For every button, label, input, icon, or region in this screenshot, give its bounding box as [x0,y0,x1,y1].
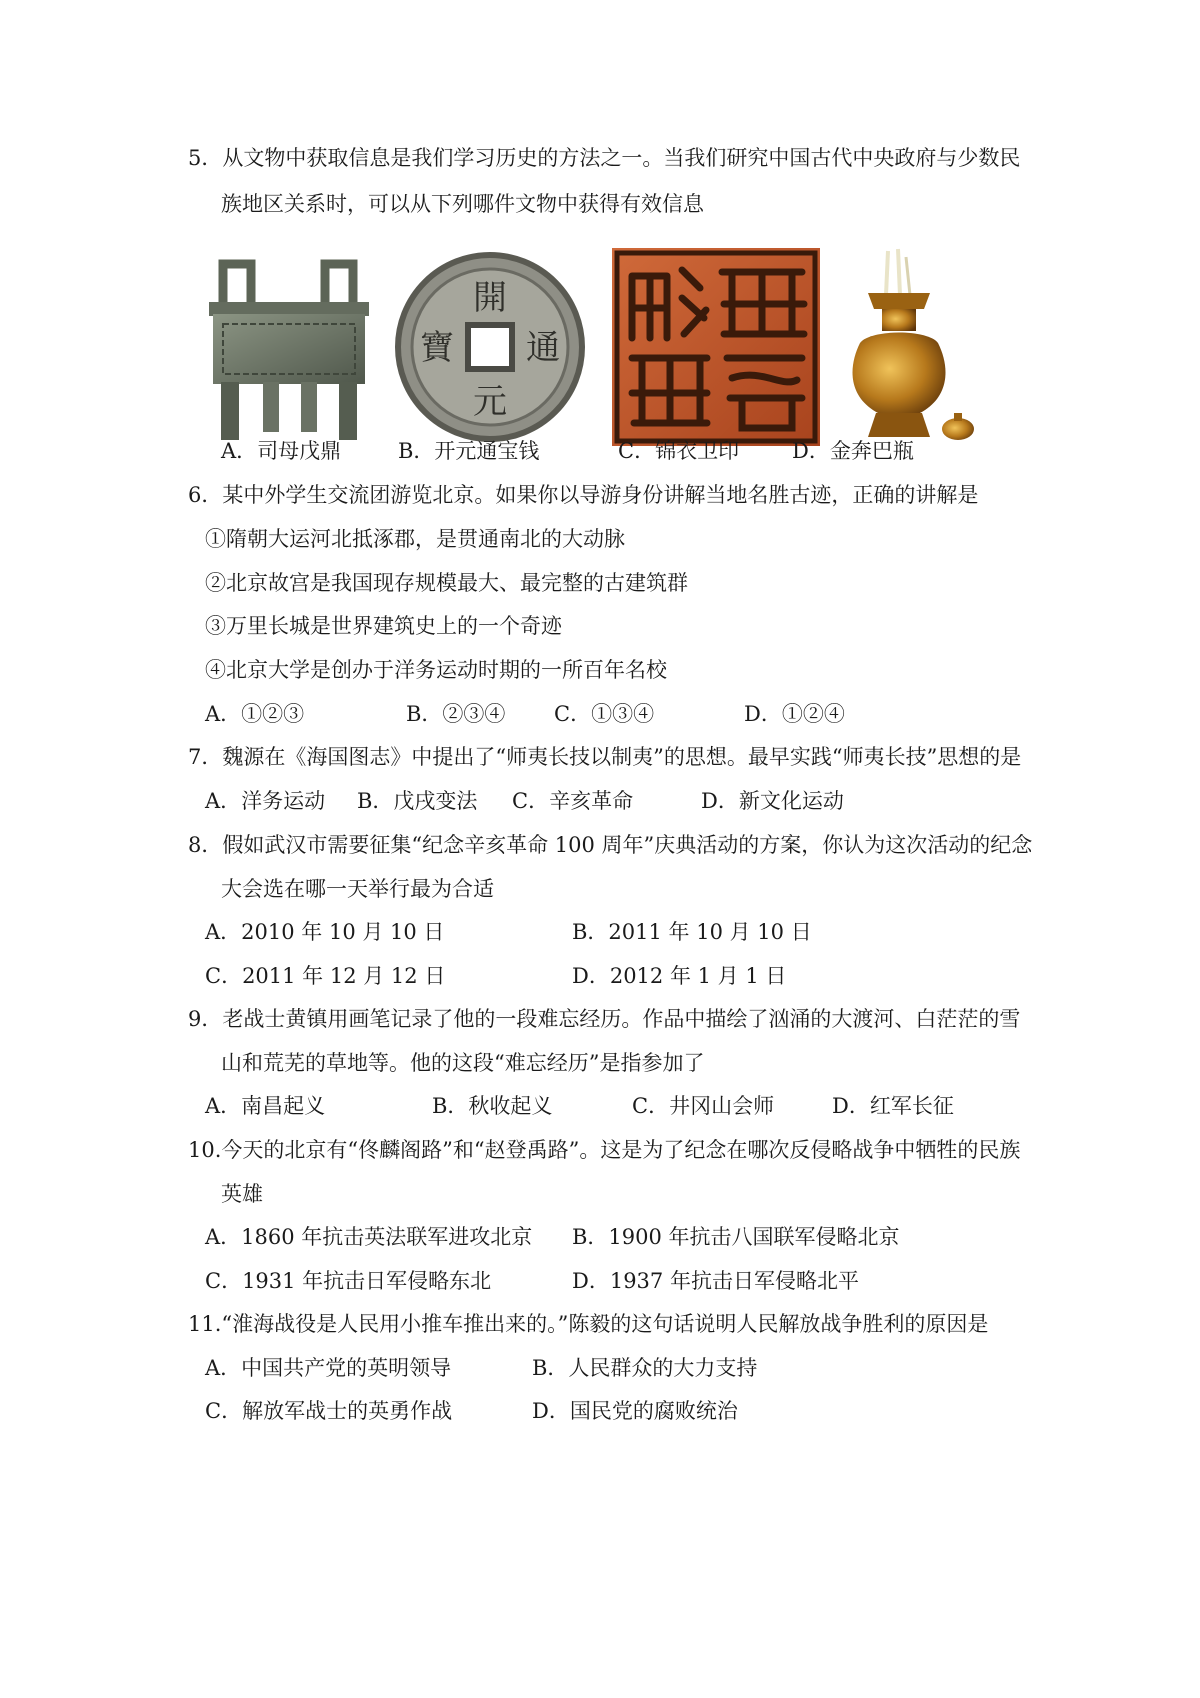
q6-option-d: D．①②④ [744,702,845,726]
q6-item-1: ①隋朝大运河北抵涿郡，是贯通南北的大动脉 [205,527,625,551]
q11-option-a: A．中国共产党的英明领导 [205,1356,452,1380]
q7-option-d: D．新文化运动 [701,789,844,813]
coin-char-top: 開 [473,278,507,318]
gold-vase-icon [838,247,978,447]
q7-option-c: C．辛亥革命 [512,789,634,813]
q10-option-a: A．1860 年抗击英法联军进攻北京 [205,1225,533,1249]
q11-option-c: C．解放军战士的英勇作战 [205,1399,453,1423]
q6-item-3: ③万里长城是世界建筑史上的一个奇迹 [205,614,562,638]
q8-option-c: C．2011 年 12 月 12 日 [205,964,446,988]
q9-option-d: D．红军长征 [832,1094,954,1118]
q5-option-c: C．锦衣卫印 [618,439,740,463]
q10-stem-line1: 10.今天的北京有“佟麟阁路”和“赵登禹路”。这是为了纪念在哪次反侵略战争中牺牲的民族 [188,1138,1021,1162]
q5-option-d: D．金奔巴瓶 [792,439,914,463]
q8-stem-line1: 8．假如武汉市需要征集“纪念辛亥革命 100 周年”庆典活动的方案，你认为这次活动的纪念 [188,833,1033,857]
q7-stem: 7．魏源在《海国图志》中提出了“师夷长技以制夷”的思想。最早实践“师夷长技”思想的是 [188,745,1022,769]
q6-item-4: ④北京大学是创办于洋务运动时期的一所百年名校 [205,658,667,682]
q10-option-d: D．1937 年抗击日军侵略北平 [572,1269,859,1293]
q6-stem: 6．某中外学生交流团游览北京。如果你以导游身份讲解当地名胜古迹，正确的讲解是 [188,483,979,507]
q8-stem-line2: 大会选在哪一天举行最为合适 [221,877,494,901]
q9-option-b: B．秋收起义 [432,1094,553,1118]
q8-option-d: D．2012 年 1 月 1 日 [572,964,787,988]
q10-stem-line2: 英雄 [221,1182,263,1206]
q5-option-b: B．开元通宝钱 [398,439,540,463]
q9-option-a: A．南昌起义 [205,1094,326,1118]
q6-option-a: A．①②③ [205,702,305,726]
q9-option-c: C．井冈山会师 [632,1094,775,1118]
q7-option-a: A．洋务运动 [205,789,326,813]
q6-item-2: ②北京故宫是我国现存规模最大、最完整的古建筑群 [205,571,688,595]
q11-stem: 11.“淮海战役是人民用小推车推出来的。”陈毅的这句话说明人民解放战争胜利的原因是 [188,1312,989,1336]
q10-option-b: B．1900 年抗击八国联军侵略北京 [572,1225,900,1249]
q8-option-b: B．2011 年 10 月 10 日 [572,920,812,944]
q5-stem-line2: 族地区关系时，可以从下列哪件文物中获得有效信息 [221,192,704,216]
q6-option-b: B．②③④ [406,702,506,726]
q10-option-c: C．1931 年抗击日军侵略东北 [205,1269,492,1293]
q9-stem-line1: 9．老战士黄镇用画笔记录了他的一段难忘经历。作品中描绘了汹涌的大渡河、白茫茫的雪 [188,1007,1021,1031]
q11-option-d: D．国民党的腐败统治 [532,1399,738,1423]
seal-icon [612,248,820,446]
q5-stem-line1: 5．从文物中获取信息是我们学习历史的方法之一。当我们研究中国古代中央政府与少数民 [188,146,1021,170]
bronze-ding-icon [203,258,375,444]
q11-option-b: B．人民群众的大力支持 [532,1356,758,1380]
coin-icon [390,247,590,447]
coin-char-left: 寶 [420,328,454,368]
q9-stem-line2: 山和荒芜的草地等。他的这段“难忘经历”是指参加了 [221,1051,705,1075]
q6-option-c: C．①③④ [554,702,655,726]
coin-char-bottom: 元 [473,382,507,422]
coin-char-right: 通 [526,328,560,368]
q8-option-a: A．2010 年 10 月 10 日 [205,920,445,944]
q7-option-b: B．戊戌变法 [357,789,478,813]
q5-option-a: A．司母戊鼎 [221,439,342,463]
